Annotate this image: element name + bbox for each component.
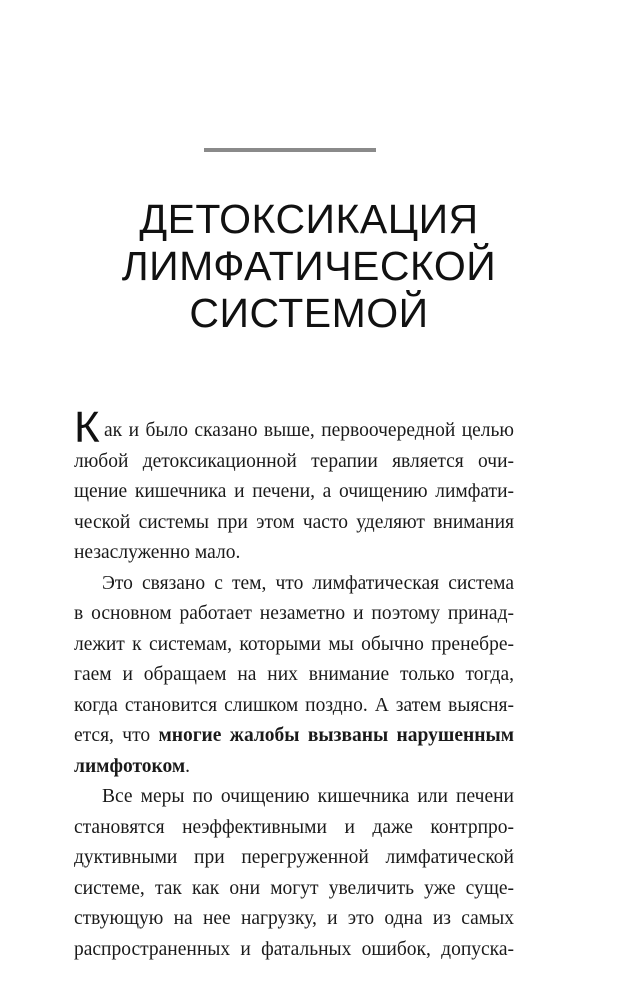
paragraph-2-line-4: гаем и обращаем на них внимание только тогда, bbox=[74, 664, 514, 685]
paragraph-2-line-1: Это связано с тем, что лимфатическая система bbox=[102, 572, 514, 594]
paragraph-1-line-2: любой детоксикационной терапии является очи- bbox=[74, 450, 514, 472]
drop-cap: К bbox=[74, 403, 100, 452]
paragraph-1-line-1: К ак и было сказано выше, первоочередной целью bbox=[74, 403, 514, 452]
paragraph-2-line-6: ется, что многие жалобы вызваны нарушенным bbox=[74, 725, 514, 746]
paragraph-1-line-4: ческой системы при этом часто уделяют внимания bbox=[74, 511, 514, 533]
paragraph-3-line-1: Все меры по очищению кишечника или печени bbox=[102, 786, 514, 807]
paragraph-3-line-4: системе, так как они могут увеличить уже суще- bbox=[74, 877, 514, 899]
chapter-title-line-2: ЛИМФАТИЧЕСКОЙ bbox=[121, 243, 497, 289]
paragraph-2 bbox=[74, 569, 514, 783]
paragraph-1-line-5: незаслуженно мало. bbox=[74, 542, 241, 563]
chapter-body bbox=[74, 403, 514, 965]
paragraph-3 bbox=[74, 782, 514, 965]
paragraph-2-line-5: когда становится слишком поздно. А затем выясня- bbox=[74, 694, 514, 716]
emphasis-text: многие жалобы вызваны нарушенным bbox=[158, 725, 514, 746]
emphasis-text-end: лимфотоком bbox=[74, 755, 186, 777]
paragraph-1 bbox=[74, 403, 514, 569]
chapter-title-line-1: ДЕТОКСИКАЦИЯ bbox=[139, 196, 479, 242]
chapter-title bbox=[0, 196, 618, 337]
paragraph-3-line-3: дуктивными при перегруженной лимфатической bbox=[74, 847, 514, 868]
paragraph-2-line-7: лимфотоком. bbox=[74, 755, 191, 777]
paragraph-3-line-5: ствующую на нее нагрузку, и это одна из самых bbox=[74, 908, 514, 929]
paragraph-3-line-6: распространенных и фатальных ошибок, допуска- bbox=[74, 938, 514, 960]
paragraph-2-line-3: лежит к системам, которыми мы обычно пренебре- bbox=[74, 633, 514, 655]
paragraph-2-line-2: в основном работает незаметно и поэтому принад- bbox=[74, 603, 514, 624]
paragraph-1-line-3: щение кишечника и печени, а очищению лимфати- bbox=[74, 481, 514, 502]
chapter-title-line-3: СИСТЕМОЙ bbox=[189, 290, 429, 336]
paragraph-3-line-2: становятся неэффективными и даже контрпро- bbox=[74, 816, 514, 838]
title-rule bbox=[204, 148, 376, 152]
